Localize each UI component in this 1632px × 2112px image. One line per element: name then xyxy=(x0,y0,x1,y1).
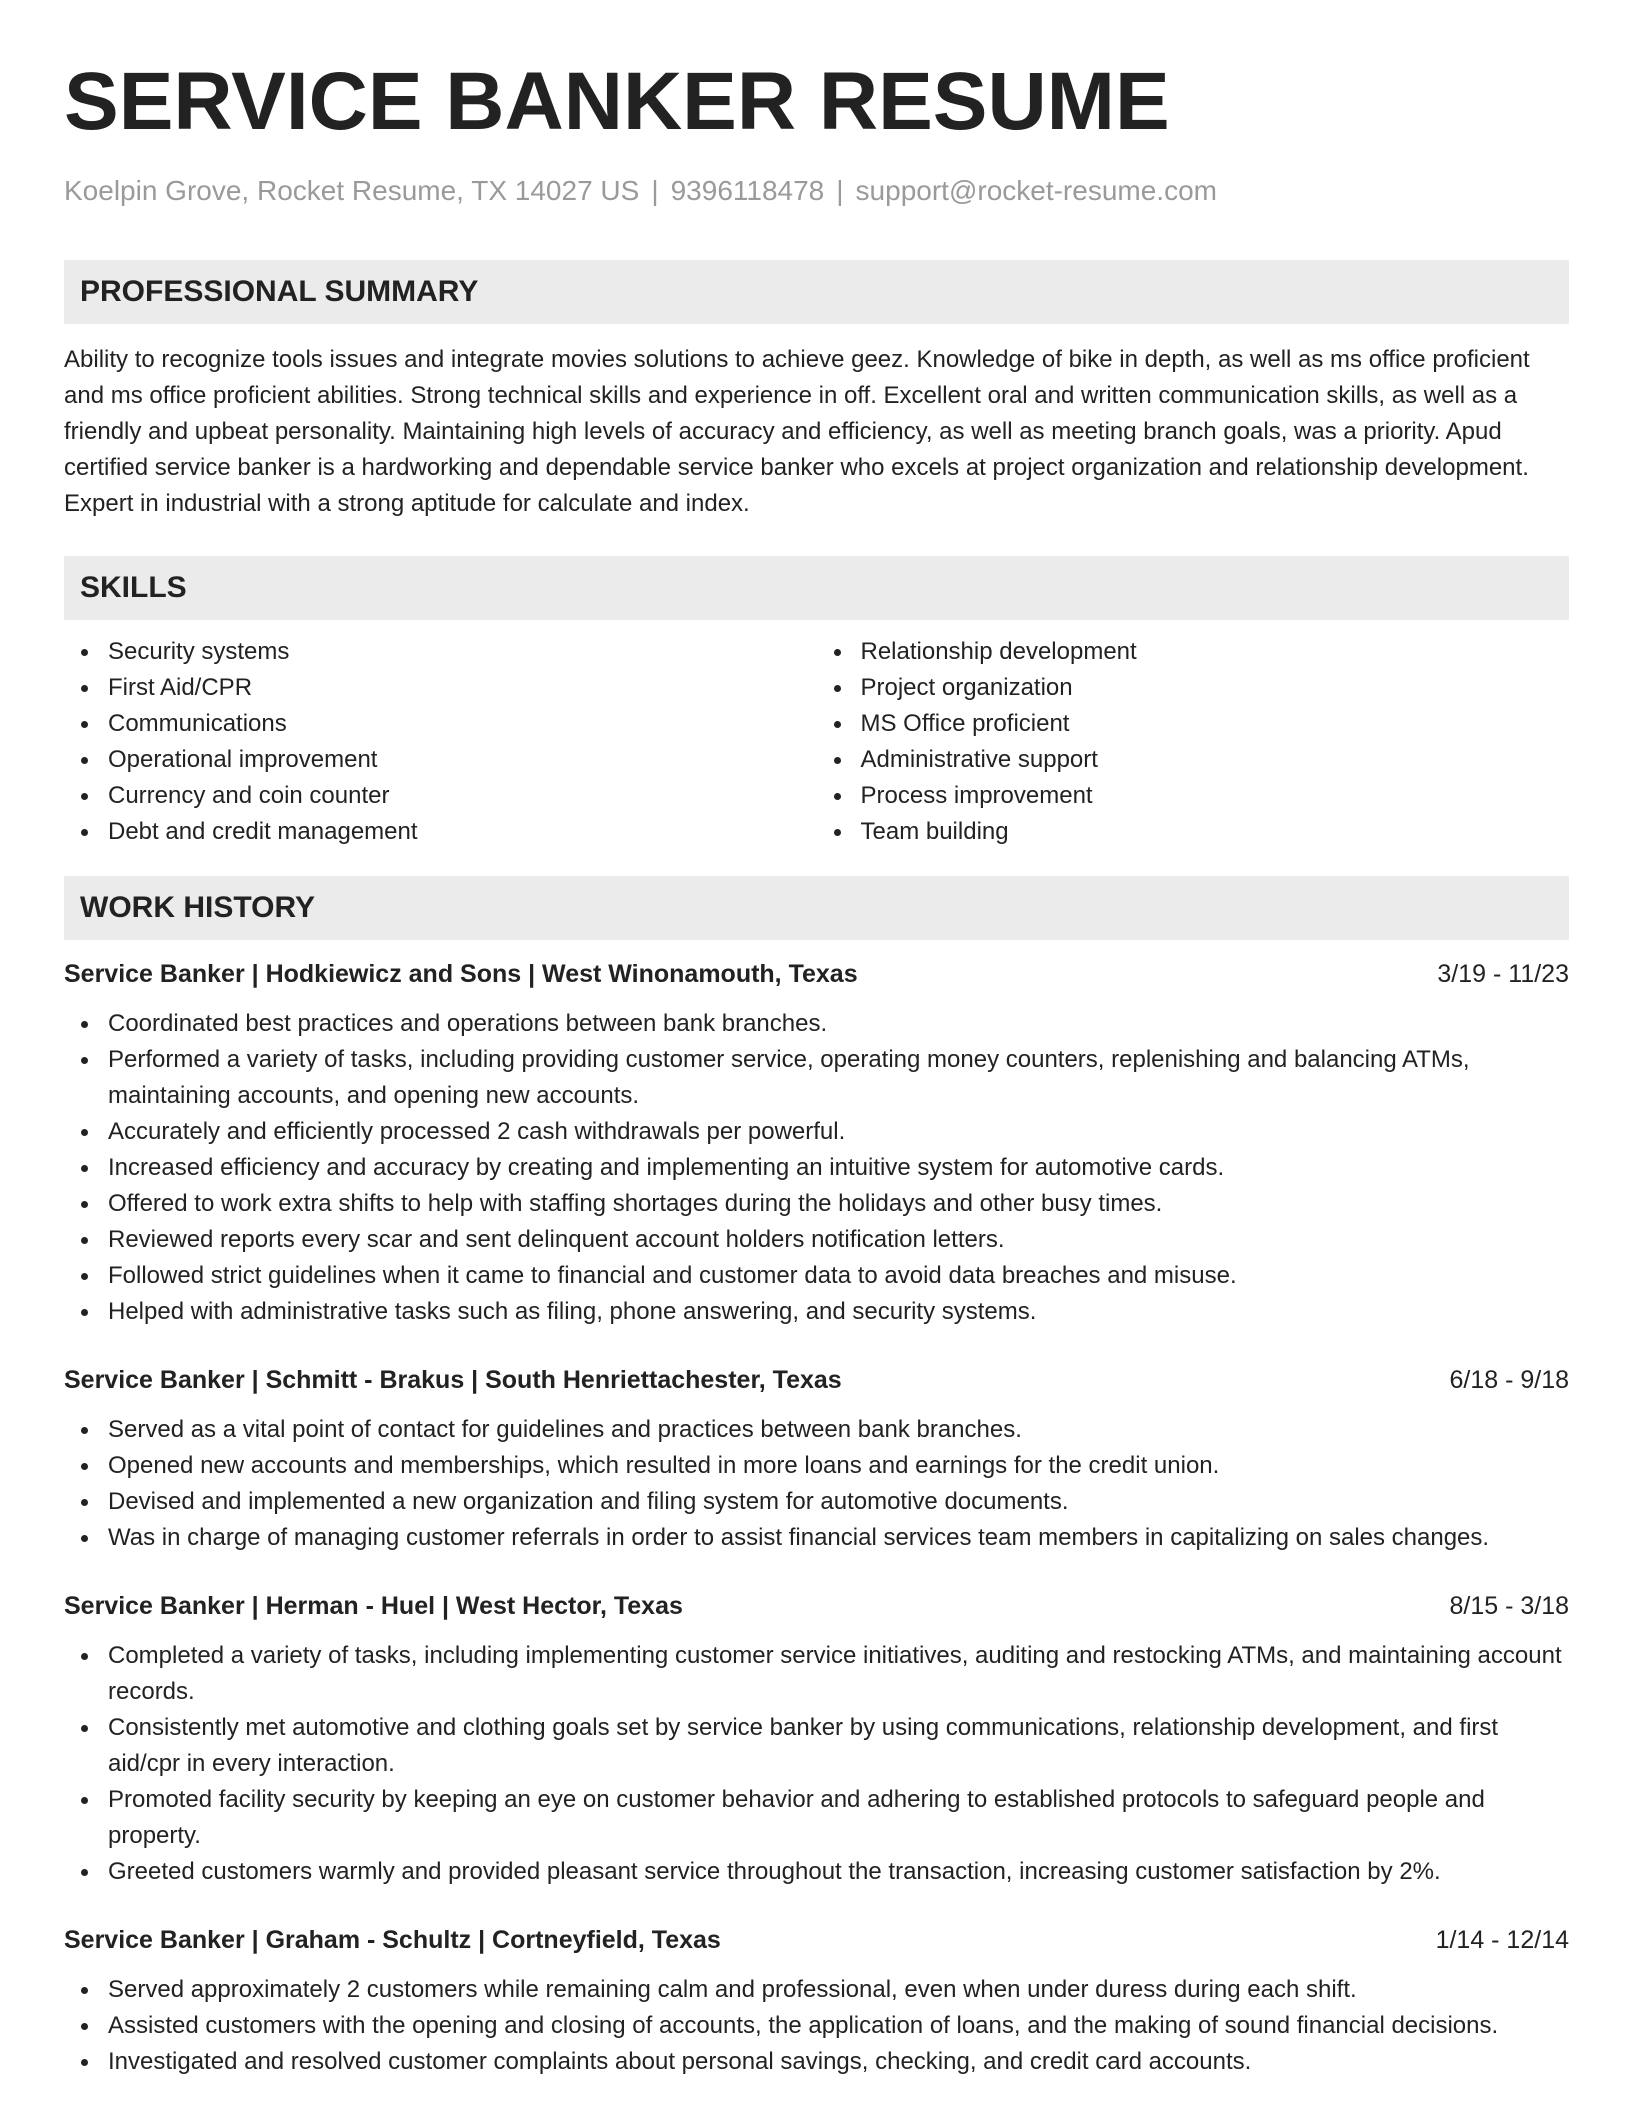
job-bullets xyxy=(64,1006,1569,1330)
skill-item: Debt and credit management xyxy=(64,814,817,850)
work-history-list xyxy=(64,954,1569,2080)
job-bullets xyxy=(64,1638,1569,1890)
job-header xyxy=(64,954,1569,994)
contact-address: Koelpin Grove, Rocket Resume, TX 14027 US xyxy=(64,175,640,206)
skill-item: Project organization xyxy=(817,670,1570,706)
contact-separator: | xyxy=(836,175,844,206)
job-header xyxy=(64,1920,1569,1960)
skill-item: MS Office proficient xyxy=(817,706,1570,742)
skill-item: Relationship development xyxy=(817,634,1570,670)
summary-text: Ability to recognize tools issues and integrate movies solutions to achieve geez. Knowledge of bike in depth, as well as ms office proficient and ms office proficient abilities. Strong technical skills and experience in off. Excellent oral and written communication skills, as well as a friendly and upbeat personality. Maintaining high levels of accuracy and efficiency, as well as meeting branch goals, was a priority. Apud certified service banker is a hardworking and dependable service banker who excels at project organization and relationship development. Expert in industrial with a strong aptitude for calculate and index. xyxy=(64,346,1530,517)
skill-item: Operational improvement xyxy=(64,742,817,778)
job-header xyxy=(64,1360,1569,1400)
job-bullet: Followed strict guidelines when it came to financial and customer data to avoid data breaches and misuse. xyxy=(64,1258,1569,1294)
job-bullet: Increased efficiency and accuracy by creating and implementing an intuitive system for automotive cards. xyxy=(64,1150,1569,1186)
skill-item: Process improvement xyxy=(817,778,1570,814)
skill-item: Currency and coin counter xyxy=(64,778,817,814)
skill-item: First Aid/CPR xyxy=(64,670,817,706)
job-dates: 3/19 - 11/23 xyxy=(1437,960,1569,988)
job-bullet: Completed a variety of tasks, including implementing customer service initiatives, auditing and restocking ATMs, and maintaining account records. xyxy=(64,1638,1569,1710)
job-bullet: Served approximately 2 customers while remaining calm and professional, even when under duress during each shift. xyxy=(64,1972,1569,2008)
job-entry xyxy=(64,1920,1569,2080)
job-dates: 6/18 - 9/18 xyxy=(1449,1366,1569,1394)
job-bullet: Helped with administrative tasks such as filing, phone answering, and security systems. xyxy=(64,1294,1569,1330)
contact-phone: 9396118478 xyxy=(670,175,825,206)
job-bullet: Devised and implemented a new organization and filing system for automotive documents. xyxy=(64,1484,1569,1520)
job-bullet: Was in charge of managing customer referrals in order to assist financial services team members in capitalizing on sales changes. xyxy=(64,1520,1569,1556)
resume-title: SERVICE BANKER RESUME xyxy=(64,56,1170,147)
skill-item: Security systems xyxy=(64,634,817,670)
contact-email: support@rocket-resume.com xyxy=(855,175,1217,206)
section-heading-skills: SKILLS xyxy=(64,556,1569,620)
section-heading-work-history: WORK HISTORY xyxy=(64,876,1569,940)
job-dates: 8/15 - 3/18 xyxy=(1449,1592,1569,1620)
job-title: Service Banker | Schmitt - Brakus | South Henriettachester, Texas xyxy=(64,1366,842,1394)
skills-list xyxy=(64,634,1569,850)
job-bullet: Greeted customers warmly and provided pleasant service throughout the transaction, increasing customer satisfaction by 2%. xyxy=(64,1854,1569,1890)
contact-separator: | xyxy=(651,175,659,206)
job-header xyxy=(64,1586,1569,1626)
job-bullet: Assisted customers with the opening and closing of accounts, the application of loans, and the making of sound financial decisions. xyxy=(64,2008,1569,2044)
skills-column-left xyxy=(64,634,817,850)
section-heading-summary: PROFESSIONAL SUMMARY xyxy=(64,260,1569,324)
skill-item: Team building xyxy=(817,814,1570,850)
job-bullet: Promoted facility security by keeping an eye on customer behavior and adhering to established protocols to safeguard people and property. xyxy=(64,1782,1569,1854)
skill-item: Administrative support xyxy=(817,742,1570,778)
job-bullets xyxy=(64,1412,1569,1556)
job-entry xyxy=(64,1586,1569,1890)
job-bullet: Coordinated best practices and operations between bank branches. xyxy=(64,1006,1569,1042)
job-title: Service Banker | Graham - Schultz | Cortneyfield, Texas xyxy=(64,1926,721,1954)
job-bullet: Reviewed reports every scar and sent delinquent account holders notification letters. xyxy=(64,1222,1569,1258)
job-entry xyxy=(64,954,1569,1330)
job-bullet: Investigated and resolved customer complaints about personal savings, checking, and credit card accounts. xyxy=(64,2044,1569,2080)
job-bullet: Accurately and efficiently processed 2 cash withdrawals per powerful. xyxy=(64,1114,1569,1150)
skills-column-right xyxy=(817,634,1570,850)
contact-line xyxy=(64,172,1569,210)
job-dates: 1/14 - 12/14 xyxy=(1435,1926,1569,1954)
job-bullet: Performed a variety of tasks, including providing customer service, operating money counters, replenishing and balancing ATMs, maintaining accounts, and opening new accounts. xyxy=(64,1042,1569,1114)
job-title: Service Banker | Herman - Huel | West Hector, Texas xyxy=(64,1592,683,1620)
job-bullet: Consistently met automotive and clothing goals set by service banker by using communications, relationship development, and first aid/cpr in every interaction. xyxy=(64,1710,1569,1782)
job-bullet: Offered to work extra shifts to help with staffing shortages during the holidays and other busy times. xyxy=(64,1186,1569,1222)
skill-item: Communications xyxy=(64,706,817,742)
job-bullets xyxy=(64,1972,1569,2080)
job-entry xyxy=(64,1360,1569,1556)
resume-page xyxy=(64,52,1569,2080)
job-bullet: Served as a vital point of contact for guidelines and practices between bank branches. xyxy=(64,1412,1569,1448)
job-title: Service Banker | Hodkiewicz and Sons | West Winonamouth, Texas xyxy=(64,960,858,988)
job-bullet: Opened new accounts and memberships, which resulted in more loans and earnings for the credit union. xyxy=(64,1448,1569,1484)
